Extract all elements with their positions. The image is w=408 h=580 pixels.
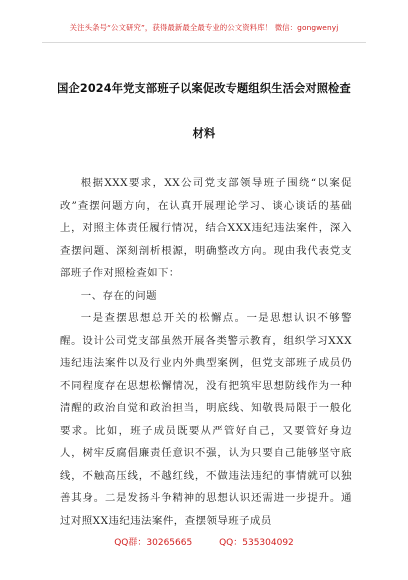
header-banner: 关注头条号“公文研究”，获得最新最全最专业的公文资料库！ 微信：gongwenyj — [69, 23, 339, 32]
qq-group-number: QQ群：30265665 — [114, 538, 193, 548]
document-title: 国企2024年党支部班子以案促改专题组织生活会对照检查 — [57, 82, 351, 95]
section-heading: 一、存在的问题 — [80, 289, 158, 302]
intro-paragraph: 根据XXX要求，XX公司党支部领导班子围绕“以案促改”查摆问题方向，在认真开展理论学习、谈心谈话的基础上，对照主体责任履行情况，结合XXX违纪违法案件，深入查摆问题、深刻剖析根源，明确整改方向。现由我代表党支部班子作对照检查如下： — [60, 177, 352, 279]
document-title-continued: 材料 — [192, 127, 216, 140]
header-divider — [42, 42, 366, 43]
body-paragraph: 一是查摆思想总开关的松懈点。一是思想认识不够警醒。设计公司党支部虽然开展各类警示教育，组织学习XXX违纪违法案件以及行业内外典型案例，但党支部班子成员仍不同程度存在思想松懈情况，没有把筑牢思想防线作为一种清醒的政治自觉和政治担当，明底线、知敬畏局限于一般化要求。比如，班子成员既要从严管好自己，又要管好身边人，树牢反腐倡廉责任意识不强，认为只要自己能够坚守底线，不触高压线，不越红线，不做违法违纪的事情就可以独善其身。二是发扬斗争精神的思想认识还需进一步提升。通过对照XX违纪违法案件，查摆领导班子成员 — [60, 312, 352, 527]
qq-number: QQ：535304092 — [219, 538, 294, 548]
document-body — [60, 172, 352, 532]
footer-contact — [0, 535, 408, 548]
